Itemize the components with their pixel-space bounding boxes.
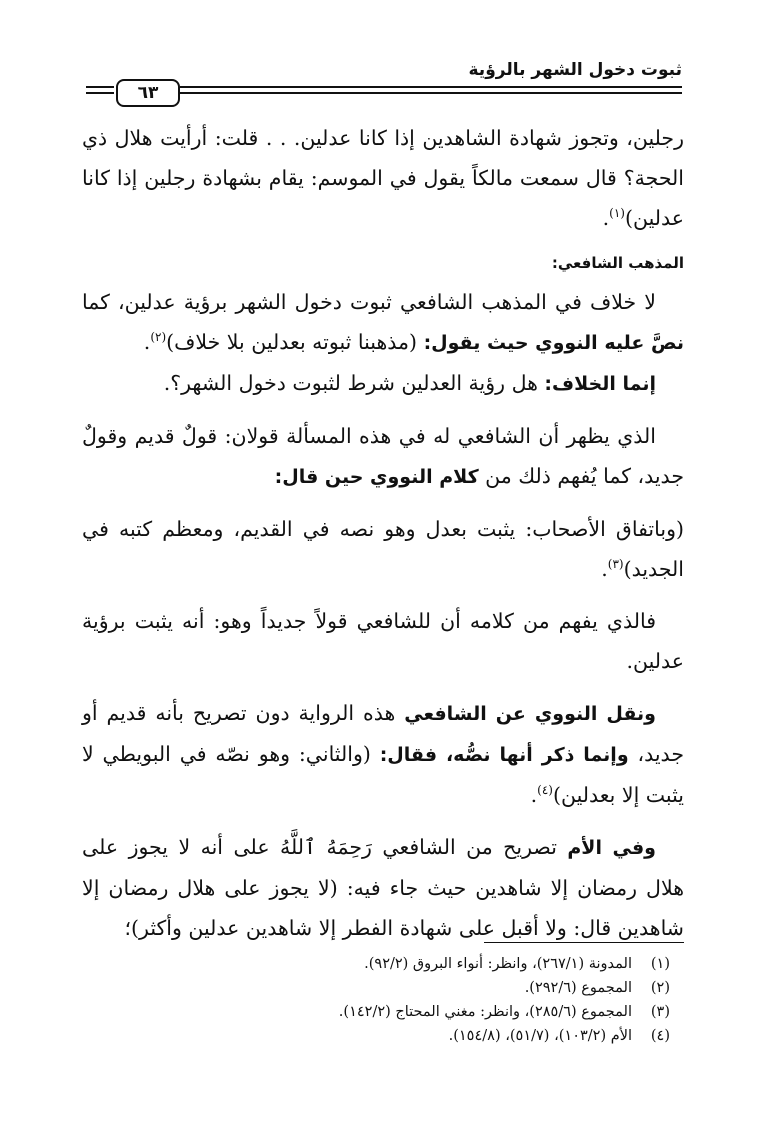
paragraph-5 xyxy=(82,509,684,589)
paragraph-1-end: . xyxy=(602,206,610,230)
paragraph-2-text-a: لا خلاف في المذهب الشافعي ثبوت دخول الشهر برؤية عدلين، كما xyxy=(82,290,656,314)
footnote-separator xyxy=(484,942,684,943)
paragraph-7-text-a: هذه الرواية دون تصريح بأنه قديم أو جديد، xyxy=(82,701,684,766)
footnote-number: (٤) xyxy=(650,1028,670,1044)
footnote-text: المجموع (٢٨٥/٦)، وانظر: مغني المحتاج (١٤٢/٢). xyxy=(338,1004,632,1020)
paragraph-2-bold: نصَّ عليه النووي حيث يقول: xyxy=(423,332,684,354)
page-number-box xyxy=(116,79,180,107)
footnote-ref-4: (٤) xyxy=(537,783,553,798)
body-text xyxy=(82,118,684,948)
header-rule-left-top xyxy=(86,86,114,88)
paragraph-7-text-b: (والثاني: وهو نصّه في البويطي لا يثبت إلا بعدلين) xyxy=(82,742,684,807)
paragraph-1-text: رجلين، وتجوز شهادة الشاهدين إذا كانا عدلين. . . قلت: أرأيت هلال ذي الحجة؟ قال سمعت مالكاً يقول في الموسم: يقام بشهادة رجلين إذا كانا عدلين) xyxy=(82,126,684,230)
paragraph-2-end: . xyxy=(143,330,151,354)
paragraph-2-text-b: (مذهبنا ثبوته بعدلين بلا خلاف) xyxy=(166,330,424,354)
paragraph-8-text: تصريح من الشافعي رَحِمَهُ ٱللَّهُ على أنه لا يجوز على هلال رمضان إلا شاهدين حيث جاء فيه: (لا يجوز على هلال رمضان إلا شاهدين قال: ولا أقبل على شهادة الفطر إلا شاهدين عدلين وأكثر)؛ xyxy=(82,835,684,940)
footnote xyxy=(82,976,684,1000)
footnote-text: المدونة (٢٦٧/١)، وانظر: أنواء البروق (٩٢/٢). xyxy=(364,956,632,972)
footnote xyxy=(82,1024,684,1048)
paragraph-7-end: . xyxy=(530,783,538,807)
paragraph-7-bold-1: ونقل النووي عن الشافعي xyxy=(404,703,656,725)
header-rule-right-bottom xyxy=(180,92,682,94)
footnote xyxy=(82,952,684,976)
header-rule-left-bottom xyxy=(86,92,114,94)
footnote-number: (١) xyxy=(650,956,670,972)
paragraph-3-bold: إنما الخلاف: xyxy=(544,373,656,395)
paragraph-7-bold-2: وإنما ذكر أنها نصُّه، فقال: xyxy=(379,744,629,766)
footnote-ref-1: (١) xyxy=(609,206,625,221)
footnote-text: الأم (١٠٣/٢)، (٥١/٧)، (١٥٤/٨). xyxy=(448,1028,632,1044)
footnotes xyxy=(82,952,684,1048)
paragraph-5-end: . xyxy=(601,557,608,581)
paragraph-4-text: الذي يظهر أن الشافعي له في هذه المسألة قولان: قولٌ قديم وقولٌ جديد، كما يُفهم ذلك من xyxy=(82,424,684,488)
footnote-ref-3: (٣) xyxy=(607,557,624,572)
footnote xyxy=(82,1000,684,1024)
section-heading: المذهب الشافعي: xyxy=(551,254,684,272)
paragraph-4 xyxy=(82,416,684,497)
paragraph-3 xyxy=(82,363,684,404)
paragraph-1 xyxy=(82,118,684,238)
page-header xyxy=(82,50,682,110)
paragraph-3-text: هل رؤية العدلين شرط لثبوت دخول الشهر؟. xyxy=(163,371,545,395)
paragraph-2 xyxy=(82,282,684,363)
paragraph-4-bold: كلام النووي حين قال: xyxy=(274,466,479,488)
paragraph-6 xyxy=(82,601,684,681)
paragraph-6-text: فالذي يفهم من كلامه أن للشافعي قولاً جديداً وهو: أنه يثبت برؤية عدلين. xyxy=(82,609,684,673)
page-number: ٦٣ xyxy=(137,83,159,103)
footnote-text: المجموع (٢٩٢/٦). xyxy=(524,980,632,996)
footnote-number: (٣) xyxy=(650,1004,670,1020)
running-title: ثبوت دخول الشهر بالرؤية xyxy=(468,60,682,80)
paragraph-8-bold: وفي الأم xyxy=(567,837,656,859)
footnote-ref-2: (٢) xyxy=(150,330,167,345)
header-rule-right-top xyxy=(180,86,682,88)
paragraph-8 xyxy=(82,827,684,948)
footnote-number: (٢) xyxy=(650,980,670,996)
paragraph-7 xyxy=(82,693,684,815)
paragraph-5-text: (وباتفاق الأصحاب: يثبت بعدل وهو نصه في القديم، ومعظم كتبه في الجديد) xyxy=(82,517,684,581)
